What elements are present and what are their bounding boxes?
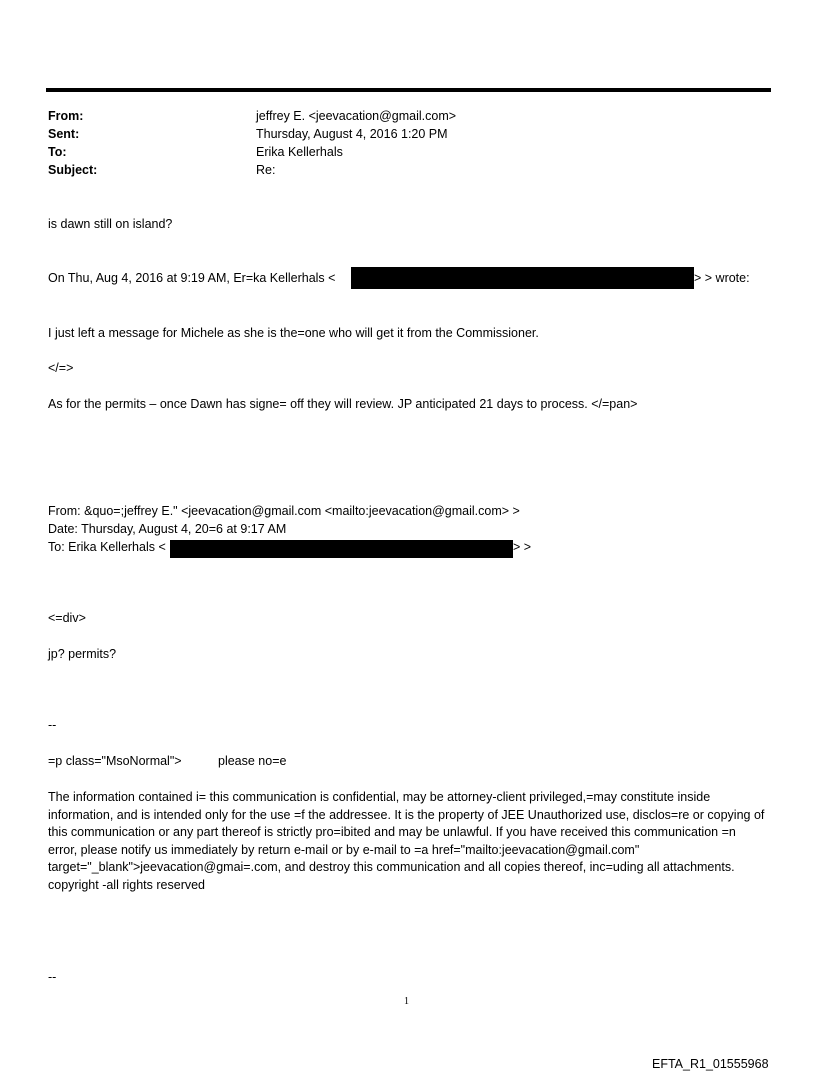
- quote-intro-suffix: > > wrote:: [694, 271, 750, 285]
- sent-label: Sent:: [48, 127, 80, 141]
- redaction-block: [351, 267, 694, 289]
- separator-line: --: [48, 718, 57, 732]
- document-id: EFTA_R1_01555968: [652, 1057, 769, 1071]
- jp-permits-line: jp? permits?: [48, 647, 117, 661]
- separator-line: --: [48, 970, 57, 984]
- to-value: Erika Kellerhals: [256, 145, 343, 159]
- message-line: I just left a message for Michele as she is the=one who will get it from the Commissioner.: [48, 326, 539, 340]
- redaction-block: [170, 540, 513, 558]
- sent-value: Thursday, August 4, 2016 1:20 PM: [256, 127, 448, 141]
- header-rule: [46, 88, 771, 92]
- mso-prefix: =p class="MsoNormal">: [48, 754, 182, 768]
- forward-from-line: From: &quo=;jeffrey E." <jeevacation@gmail.com <mailto:jeevacation@gmail.com> >: [48, 504, 520, 518]
- div-tag-line: <=div>: [48, 611, 86, 625]
- permits-line: As for the permits – once Dawn has signe= off they will review. JP anticipated 21 days to process. </=pan>: [48, 397, 638, 411]
- forward-to-suffix: > >: [513, 540, 532, 554]
- to-label: To:: [48, 145, 67, 159]
- subject-label: Subject:: [48, 163, 98, 177]
- reply-line: is dawn still on island?: [48, 217, 173, 231]
- subject-value: Re:: [256, 163, 276, 177]
- from-label: From:: [48, 109, 84, 123]
- tag-line: </=>: [48, 361, 74, 375]
- disclaimer-paragraph: The information contained i= this communication is confidential, may be attorney-client privileged,=may constitute inside information, and is intended only for the use =f the addressee. It is the property of JEE Unauthorized use, disclos=re or copying of this communication or any part thereof is strictly pro=ibited and may be unlawful. If you have received this communication =n error, please notify us immediately by return e-mail or by e-mail to =a href="mailto:jeevacation@gmail.com" target="_blank">jeevacation@gmai=.com, and destroy this communication and all copies thereof, inc=uding all attachments. copyright -all rights reserved: [48, 790, 765, 892]
- from-value: jeffrey E. <jeevacation@gmail.com>: [256, 109, 457, 123]
- forward-date-line: Date: Thursday, August 4, 20=6 at 9:17 AM: [48, 522, 287, 536]
- mso-note: please no=e: [218, 754, 287, 768]
- forward-to-prefix: To: Erika Kellerhals <: [48, 540, 166, 554]
- page-number: 1: [404, 996, 409, 1007]
- quote-intro-prefix: On Thu, Aug 4, 2016 at 9:19 AM, Er=ka Kellerhals <: [48, 271, 336, 285]
